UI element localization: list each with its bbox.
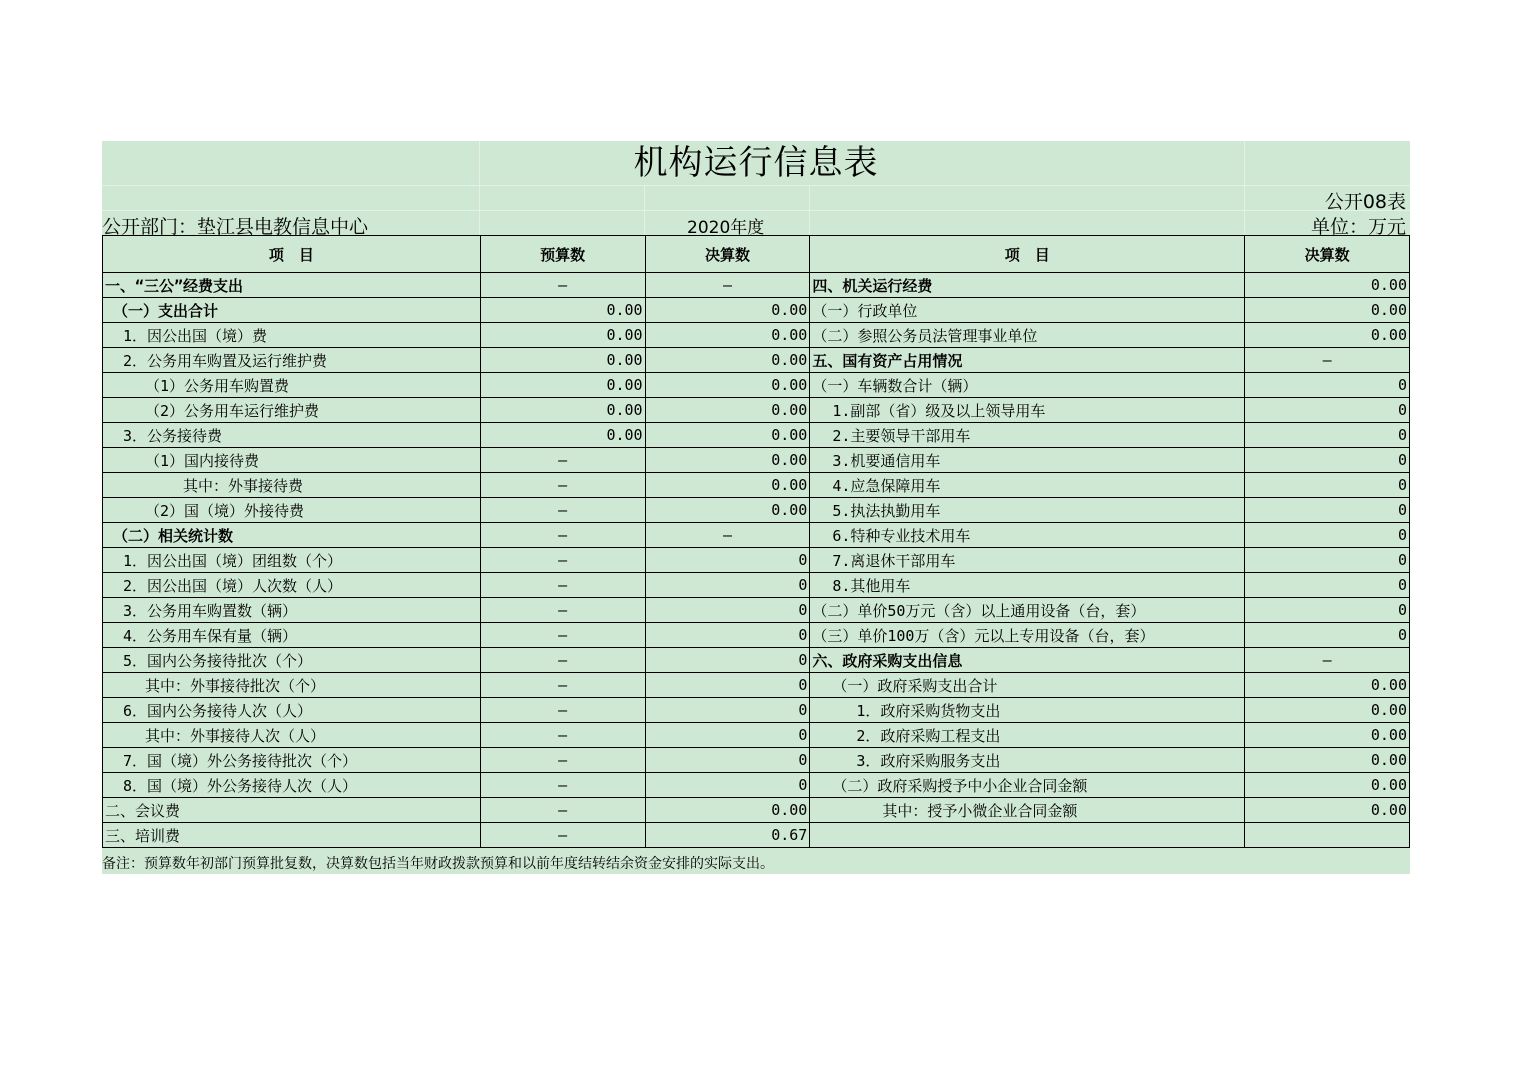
row-right-label: 5.执法执勤用车	[810, 498, 1245, 523]
page-title: 机构运行信息表	[633, 143, 879, 183]
row-right-label: （二）单价50万元（含）以上通用设备（台，套）	[810, 598, 1245, 623]
table-row	[103, 748, 1410, 773]
row-actual: 0	[645, 773, 810, 798]
row-right-label: （三）单价100万（含）元以上专用设备（台，套）	[810, 623, 1245, 648]
row-budget: —	[480, 648, 645, 673]
row-label: 一、“三公”经费支出	[103, 273, 481, 298]
row-right-value	[1245, 823, 1410, 848]
row-budget: —	[480, 548, 645, 573]
row-budget: —	[480, 498, 645, 523]
row-right-label: （一）车辆数合计（辆）	[810, 373, 1245, 398]
row-label: （1）国内接待费	[103, 448, 481, 473]
row-label: （1）公务用车购置费	[103, 373, 481, 398]
row-right-value: 0.00	[1245, 773, 1410, 798]
table-row	[103, 573, 1410, 598]
row-right-label: 7.离退休干部用车	[810, 548, 1245, 573]
footnote: 备注：预算数年初部门预算批复数，决算数包括当年财政拨款预算和以前年度结转结余资金安排的实际支出。	[102, 856, 774, 872]
row-right-value: 0	[1245, 448, 1410, 473]
row-budget: —	[480, 723, 645, 748]
row-label: 二、会议费	[103, 798, 481, 823]
row-budget: —	[480, 273, 645, 298]
row-actual: 0.00	[645, 798, 810, 823]
table-row	[103, 398, 1410, 423]
row-budget: 0.00	[480, 423, 645, 448]
info-table	[102, 235, 1410, 848]
row-budget: 0.00	[480, 348, 645, 373]
header-item-2: 项 目	[810, 236, 1245, 273]
row-actual: —	[645, 523, 810, 548]
row-budget: —	[480, 473, 645, 498]
table-row	[103, 798, 1410, 823]
table-row	[103, 373, 1410, 398]
table-row	[103, 273, 1410, 298]
row-budget: —	[480, 773, 645, 798]
row-label: 1．因公出国（境）团组数（个）	[103, 548, 481, 573]
row-right-value: 0	[1245, 473, 1410, 498]
row-budget: —	[480, 698, 645, 723]
row-label: 4．公务用车保有量（辆）	[103, 623, 481, 648]
row-right-value: 0.00	[1245, 698, 1410, 723]
row-label: 3．公务接待费	[103, 423, 481, 448]
row-right-label: 6.特种专业技术用车	[810, 523, 1245, 548]
row-right-label: 3.机要通信用车	[810, 448, 1245, 473]
row-actual: 0.00	[645, 373, 810, 398]
row-right-value: 0.00	[1245, 798, 1410, 823]
row-actual: —	[645, 273, 810, 298]
report-sheet	[102, 141, 1410, 874]
row-actual: 0	[645, 673, 810, 698]
table-row	[103, 448, 1410, 473]
row-right-label: （一）政府采购支出合计	[810, 673, 1245, 698]
row-right-label: 2．政府采购工程支出	[810, 723, 1245, 748]
fiscal-year: 2020年度	[687, 218, 765, 238]
row-actual: 0.00	[645, 298, 810, 323]
row-right-value: 0.00	[1245, 273, 1410, 298]
header-actual: 决算数	[645, 236, 810, 273]
row-label: 三、培训费	[103, 823, 481, 848]
row-label: 其中：外事接待批次（个）	[103, 673, 481, 698]
row-right-value: 0.00	[1245, 323, 1410, 348]
row-budget: —	[480, 673, 645, 698]
row-actual: 0	[645, 648, 810, 673]
row-right-label: 六、政府采购支出信息	[810, 648, 1245, 673]
row-right-value: 0	[1245, 398, 1410, 423]
row-budget: —	[480, 623, 645, 648]
table-row	[103, 698, 1410, 723]
table-row	[103, 623, 1410, 648]
row-right-label: 2.主要领导干部用车	[810, 423, 1245, 448]
row-actual: 0.00	[645, 398, 810, 423]
row-right-label: 1．政府采购货物支出	[810, 698, 1245, 723]
row-budget: 0.00	[480, 398, 645, 423]
row-label: （2）国（境）外接待费	[103, 498, 481, 523]
row-right-value: 0	[1245, 373, 1410, 398]
row-label: （2）公务用车运行维护费	[103, 398, 481, 423]
row-label: （二）相关统计数	[103, 523, 481, 548]
row-label: 2．公务用车购置及运行维护费	[103, 348, 481, 373]
row-right-value: 0.00	[1245, 298, 1410, 323]
row-label: （一）支出合计	[103, 298, 481, 323]
row-right-label: （二）参照公务员法管理事业单位	[810, 323, 1245, 348]
row-budget: 0.00	[480, 373, 645, 398]
row-actual: 0	[645, 723, 810, 748]
table-header-row	[103, 236, 1410, 273]
row-right-value: 0	[1245, 548, 1410, 573]
row-label: 8．国（境）外公务接待人次（人）	[103, 773, 481, 798]
row-right-label: 4.应急保障用车	[810, 473, 1245, 498]
row-right-value: 0.00	[1245, 748, 1410, 773]
row-actual: 0	[645, 598, 810, 623]
table-row	[103, 473, 1410, 498]
table-row	[103, 423, 1410, 448]
row-budget: —	[480, 823, 645, 848]
unit-label: 单位：万元	[1310, 216, 1406, 238]
row-actual: 0.00	[645, 423, 810, 448]
row-budget: —	[480, 748, 645, 773]
row-right-value: —	[1245, 648, 1410, 673]
table-row	[103, 298, 1410, 323]
row-right-label	[810, 823, 1245, 848]
table-row	[103, 348, 1410, 373]
gridline	[102, 210, 1410, 211]
row-budget: —	[480, 523, 645, 548]
row-label: 3．公务用车购置数（辆）	[103, 598, 481, 623]
row-right-label: 8.其他用车	[810, 573, 1245, 598]
row-right-value: 0	[1245, 598, 1410, 623]
department-label: 公开部门：垫江县电教信息中心	[102, 216, 369, 238]
row-budget: —	[480, 798, 645, 823]
table-row	[103, 548, 1410, 573]
row-right-value: 0	[1245, 523, 1410, 548]
row-right-label: 1.副部（省）级及以上领导用车	[810, 398, 1245, 423]
header-budget: 预算数	[480, 236, 645, 273]
table-row	[103, 773, 1410, 798]
row-actual: 0.00	[645, 473, 810, 498]
row-right-label: 四、机关运行经费	[810, 273, 1245, 298]
row-right-value: 0	[1245, 573, 1410, 598]
row-right-label: （一）行政单位	[810, 298, 1245, 323]
row-actual: 0	[645, 623, 810, 648]
table-row	[103, 498, 1410, 523]
row-label: 其中：外事接待人次（人）	[103, 723, 481, 748]
row-actual: 0	[645, 748, 810, 773]
row-actual: 0	[645, 573, 810, 598]
row-right-label: 其中：授予小微企业合同金额	[810, 798, 1245, 823]
row-right-value: —	[1245, 348, 1410, 373]
row-label: 1．因公出国（境）费	[103, 323, 481, 348]
row-actual: 0	[645, 548, 810, 573]
row-right-value: 0	[1245, 423, 1410, 448]
row-right-value: 0.00	[1245, 673, 1410, 698]
table-row	[103, 648, 1410, 673]
header-item: 项 目	[103, 236, 481, 273]
row-right-label: （二）政府采购授予中小企业合同金额	[810, 773, 1245, 798]
table-row	[103, 823, 1410, 848]
row-actual: 0	[645, 698, 810, 723]
row-right-label: 五、国有资产占用情况	[810, 348, 1245, 373]
table-number: 公开08表	[1324, 191, 1406, 213]
row-right-value: 0	[1245, 623, 1410, 648]
row-actual: 0.67	[645, 823, 810, 848]
row-budget: 0.00	[480, 323, 645, 348]
row-actual: 0.00	[645, 498, 810, 523]
row-actual: 0.00	[645, 348, 810, 373]
table-row	[103, 523, 1410, 548]
row-actual: 0.00	[645, 448, 810, 473]
row-label: 6．国内公务接待人次（人）	[103, 698, 481, 723]
table-row	[103, 673, 1410, 698]
row-label: 7．国（境）外公务接待批次（个）	[103, 748, 481, 773]
row-right-label: 3．政府采购服务支出	[810, 748, 1245, 773]
row-right-value: 0	[1245, 498, 1410, 523]
table-row	[103, 323, 1410, 348]
table-row	[103, 723, 1410, 748]
row-budget: —	[480, 598, 645, 623]
row-budget: —	[480, 573, 645, 598]
row-budget: —	[480, 448, 645, 473]
row-right-value: 0.00	[1245, 723, 1410, 748]
row-budget: 0.00	[480, 298, 645, 323]
gridline	[102, 185, 1410, 186]
row-actual: 0.00	[645, 323, 810, 348]
row-label: 2．因公出国（境）人次数（人）	[103, 573, 481, 598]
header-actual-2: 决算数	[1245, 236, 1410, 273]
row-label: 其中：外事接待费	[103, 473, 481, 498]
table-row	[103, 598, 1410, 623]
row-label: 5．国内公务接待批次（个）	[103, 648, 481, 673]
